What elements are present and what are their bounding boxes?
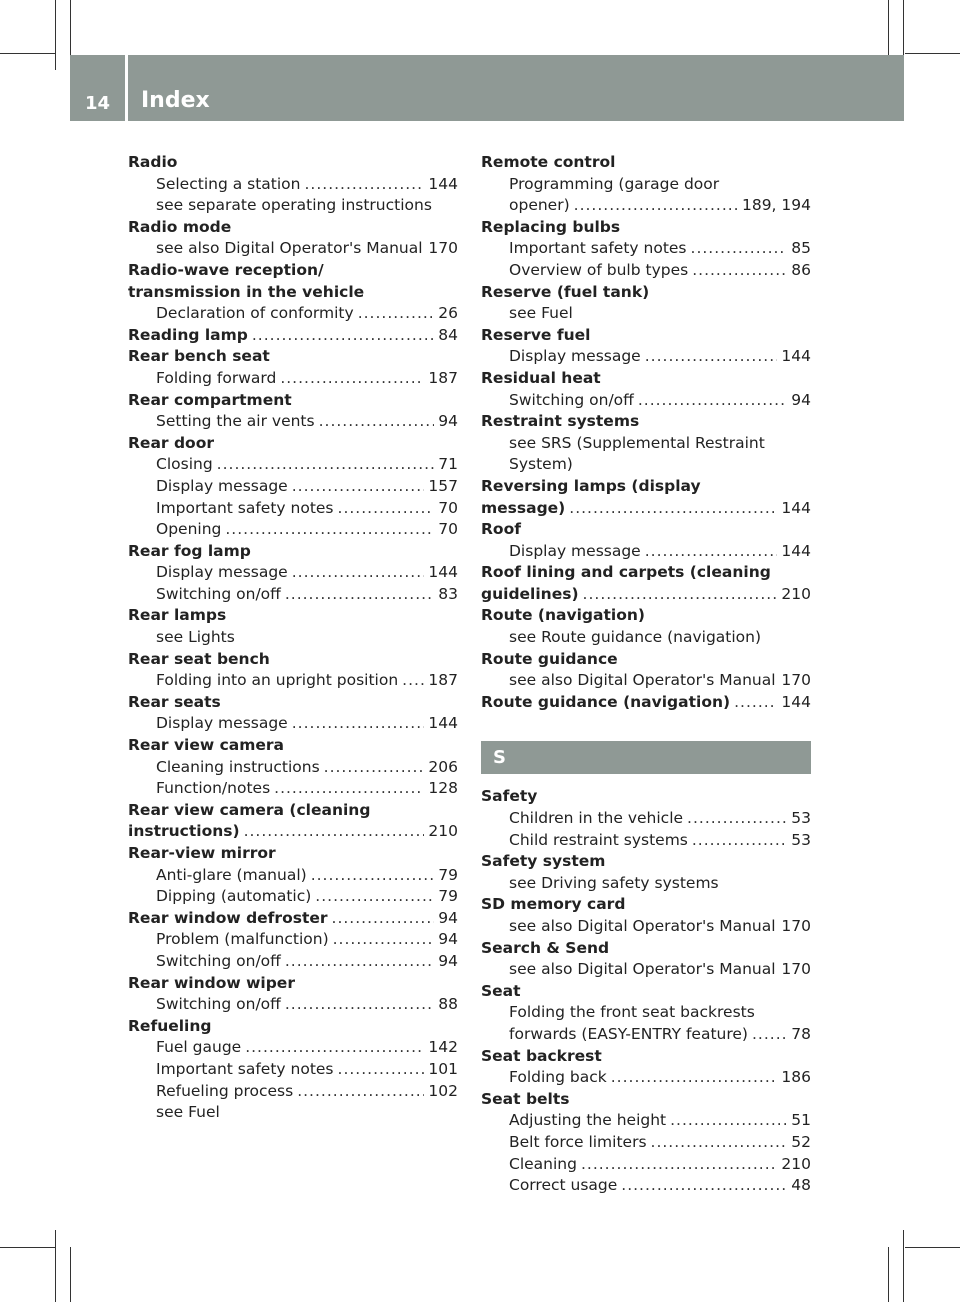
index-subentry [128,1059,458,1081]
page-ref: 88 [438,995,458,1014]
page-ref: 94 [438,930,458,949]
leader-dots [687,808,787,830]
index-subentry [481,541,811,563]
leader-dots [315,886,434,908]
page-number: 14 [85,93,111,114]
leader-dots [638,390,787,412]
subentry-text: Folding the front seat backrests [509,1003,755,1022]
subentry-text: Switching on/off [156,951,281,970]
subentry-text: forwards (EASY-ENTRY feature) [509,1024,748,1043]
index-heading: Rear-view mirror [128,844,276,862]
index-subentry [481,1067,811,1089]
page-ref: 52 [791,1132,811,1151]
page-ref: 170 [428,239,458,258]
subentry-text: Children in the vehicle [509,809,684,828]
crop-mark [55,1230,56,1302]
index-heading: guidelines) [481,584,579,603]
index-column-left [128,152,458,1124]
subentry-text: Display message [156,714,288,733]
index-subentry [128,584,458,606]
page-ref: 53 [791,830,811,849]
subentry-text: see SRS (Supplemental Restraint [509,433,765,452]
leader-dots [225,519,434,541]
leader-dots [217,454,435,476]
page-ref: 70 [438,520,458,539]
index-heading: Route guidance [481,649,618,668]
leader-dots [280,368,424,390]
index-entry [481,152,811,217]
index-subentry [481,390,811,412]
index-entry [481,584,811,606]
subentry-text: Selecting a station [156,174,301,193]
index-heading: Rear door [128,433,214,452]
leader-dots [645,346,778,368]
leader-dots [297,1081,424,1103]
index-heading: Remote control [481,153,616,171]
subentry-text: see Fuel [509,304,573,323]
leader-dots [338,498,435,520]
subentry-text: Switching on/off [156,995,281,1014]
subentry-text: opener) [509,196,570,215]
page-ref: 84 [438,325,458,344]
page-ref: 187 [428,368,458,387]
subentry-text: Switching on/off [156,584,281,603]
page-ref: 53 [791,809,811,828]
leader-dots [285,951,434,973]
index-subentry [128,174,458,196]
index-subentry [128,886,458,908]
index-entry [481,519,811,562]
page-ref: 144 [781,541,811,560]
index-heading: Reserve (fuel tank) [481,282,650,301]
crop-mark [70,0,71,55]
crop-mark [905,1247,960,1248]
index-heading: Seat [481,981,521,1000]
leader-dots [651,1132,788,1154]
index-subentry [128,670,458,692]
index-subentry [481,1024,811,1046]
index-entry [128,649,458,692]
index-subentry [128,757,458,779]
subentry-text: Declaration of conformity [156,304,354,323]
index-subentry [481,260,811,282]
page-title: Index [141,88,210,113]
index-subentry [128,929,458,951]
subentry-text: Overview of bulb types [509,260,689,279]
subentry-text: see separate operating instructions [156,196,432,215]
index-heading: SD memory card [481,895,626,914]
index-entry [128,217,458,260]
subentry-text: see also Digital Operator's Manual [509,917,776,935]
subentry-text: Cleaning instructions [156,757,320,776]
crop-mark [903,1230,904,1302]
page-ref: 86 [791,260,811,279]
index-heading: transmission in the vehicle [128,282,365,301]
index-heading: Roof lining and carpets (cleaning [481,563,771,582]
index-subentry [481,1132,811,1154]
leader-dots [569,498,777,520]
subentry-text: Correct usage [509,1176,618,1195]
crop-mark [0,53,55,54]
page-ref: 94 [438,951,458,970]
index-heading: message) [481,498,566,517]
page-ref: 79 [438,865,458,884]
index-subentry [481,873,811,895]
index-entry [128,325,458,347]
index-entry [128,1016,458,1124]
index-subentry [128,865,458,887]
index-subentry [481,433,811,455]
index-heading-row [481,498,811,520]
page-ref: 210 [781,584,811,603]
subentry-text: Fuel gauge [156,1038,242,1057]
subentry-text: Programming (garage door [509,174,720,193]
index-heading: instructions) [128,822,240,841]
page-ref: 142 [428,1038,458,1057]
index-entry [481,692,811,714]
index-entry [128,692,458,735]
page-ref: 102 [428,1081,458,1100]
index-entry [128,433,458,541]
page-ref: 144 [781,692,811,711]
index-heading: Reserve fuel [481,325,591,344]
index-heading: Seat backrest [481,1046,602,1065]
subentry-text: Adjusting the height [509,1111,667,1130]
leader-dots [304,174,424,196]
subentry-text: Display message [156,563,288,582]
index-heading: Rear window defroster [128,908,328,927]
page-ref: 79 [438,887,458,906]
index-heading: Rear lamps [128,606,227,625]
leader-dots [292,713,425,735]
index-entry [481,649,811,692]
index-heading-row [481,692,811,714]
index-column-right [481,152,811,1197]
header-bar-main [128,55,904,121]
index-subentry [128,1037,458,1059]
page-ref: 51 [791,1111,811,1130]
index-entry [481,325,811,368]
index-subentry [481,830,811,852]
subentry-text: see Fuel [156,1103,220,1122]
page-ref: 170 [781,671,811,690]
index-subentry [481,303,811,325]
leader-dots [583,584,778,606]
index-entry [128,800,458,822]
index-entry [481,1089,811,1197]
index-heading: Seat belts [481,1089,570,1108]
page-ref: 83 [438,584,458,603]
subentry-text: see also Digital Operator's Manual [509,960,776,979]
index-heading: Reading lamp [128,325,248,344]
subentry-text: Important safety notes [156,498,334,517]
index-heading: Route guidance (navigation) [481,692,731,711]
subentry-text: Anti-glare (manual) [156,865,307,884]
page-ref: 210 [781,1154,811,1173]
index-entry [481,498,811,520]
subentry-text: Important safety notes [509,239,687,258]
leader-dots [691,238,788,260]
leader-dots [734,692,777,714]
index-heading: Roof [481,520,521,539]
index-subentry [481,1002,811,1024]
subentry-text: Opening [156,520,222,539]
index-entry [128,908,458,973]
crop-mark [888,0,889,55]
crop-mark [888,1247,889,1302]
index-subentry [481,959,811,981]
subentry-text: Folding into an upright position [156,671,399,690]
page-ref: 157 [428,476,458,495]
leader-dots [752,1024,787,1046]
index-subentry [128,778,458,800]
index-entry [128,821,458,843]
leader-dots [692,830,787,852]
leader-dots [333,929,435,951]
index-subentry [128,238,458,260]
page-ref: 144 [781,347,811,366]
subentry-text: Switching on/off [509,390,634,409]
leader-dots [338,1059,425,1081]
page-ref: 144 [428,714,458,733]
index-entry [481,411,811,476]
index-entry [481,217,811,282]
page-ref: 48 [791,1176,811,1195]
index-heading: Rear bench seat [128,347,270,366]
leader-dots [244,821,425,843]
leader-dots [692,260,787,282]
index-heading: Radio [128,153,178,171]
subentry-text: Problem (malfunction) [156,930,329,949]
index-subentry [128,498,458,520]
index-subentry [128,195,458,217]
index-subentry [128,951,458,973]
index-heading: Route (navigation) [481,606,645,625]
subentry-text: Refueling process [156,1081,294,1100]
index-entry [481,938,811,981]
crop-mark [0,1247,55,1248]
subentry-text: System) [509,455,573,474]
page-ref: 170 [781,917,811,935]
index-entry [481,1046,811,1089]
index-entry [481,851,811,894]
index-subentry [481,195,811,217]
index-subentry [481,808,811,830]
leader-dots [574,195,738,217]
subentry-text: see also Digital Operator's Manual [156,239,423,258]
subentry-text: see also Digital Operator's Manual [509,671,776,690]
subentry-text: Setting the air vents [156,412,315,431]
page-ref: 70 [438,498,458,517]
index-subentry [128,562,458,584]
index-heading-row [128,325,458,347]
index-heading: Rear compartment [128,390,292,409]
page-ref: 85 [791,239,811,258]
subentry-text: see Lights [156,628,235,647]
leader-dots [285,994,434,1016]
index-subentry [481,1110,811,1132]
page-ref: 94 [438,908,458,927]
subentry-text: see Driving safety systems [509,873,719,892]
leader-dots [245,1037,424,1059]
subentry-text: Display message [509,347,641,366]
page-ref: 144 [781,498,811,517]
page-ref: 128 [428,779,458,798]
index-entry [128,390,458,433]
leader-dots [358,303,435,325]
subentry-text: see Route guidance (navigation) [509,628,762,647]
page-ref: 187 [428,671,458,690]
index-subentry [128,713,458,735]
index-heading-row [128,821,458,843]
index-subentry [481,1154,811,1176]
page-ref: 101 [428,1059,458,1078]
index-entry [128,152,458,217]
leader-dots [581,1154,777,1176]
index-heading: Residual heat [481,368,601,387]
leader-dots [292,476,425,498]
index-heading: Rear seat bench [128,649,270,668]
index-subentry [481,454,811,476]
index-entry [128,605,458,648]
page-ref: 144 [428,174,458,193]
page-ref: 170 [781,960,811,979]
index-subentry [481,346,811,368]
subentry-text: Belt force limiters [509,1132,647,1151]
page-ref: 26 [438,304,458,323]
index-heading: Rear seats [128,692,221,711]
index-entry [481,786,811,851]
crop-mark [55,0,56,70]
index-subentry [128,303,458,325]
index-heading: Restraint systems [481,412,640,431]
index-subentry [128,1102,458,1124]
index-heading: Safety [481,787,538,806]
index-entry [481,605,811,648]
leader-dots [274,778,424,800]
index-heading: Safety system [481,852,606,871]
index-heading-row [481,584,811,606]
index-subentry [128,1081,458,1103]
index-heading: Rear window wiper [128,973,295,992]
index-entry [481,282,811,325]
index-entry [481,562,811,584]
leader-dots [402,670,424,692]
subentry-text: Cleaning [509,1154,577,1173]
page-ref: 71 [438,455,458,474]
index-heading-row [128,908,458,930]
subentry-text: Display message [156,476,288,495]
index-subentry [128,368,458,390]
index-heading: Search & Send [481,938,610,957]
leader-dots [319,411,435,433]
page-ref: 78 [791,1024,811,1043]
index-entry [481,981,811,1046]
subentry-text: Important safety notes [156,1059,334,1078]
leader-dots [611,1067,778,1089]
index-subentry [481,174,811,196]
index-heading: Rear view camera [128,736,285,755]
index-subentry [481,916,811,938]
leader-dots [645,541,778,563]
index-subentry [128,411,458,433]
page-ref: 186 [781,1068,811,1087]
index-entry [128,541,458,606]
index-subentry [128,454,458,476]
index-entry [128,260,458,282]
index-entry [481,894,811,937]
index-heading: Replacing bulbs [481,217,621,236]
index-entry [128,282,458,325]
leader-dots [252,325,434,347]
index-entry [128,843,458,908]
subentry-text: Function/notes [156,779,271,798]
leader-dots [292,562,425,584]
index-heading: Rear view camera (cleaning [128,800,371,819]
subentry-text: Closing [156,455,213,474]
index-subentry [128,476,458,498]
index-subentry [481,627,811,649]
index-subentry [128,627,458,649]
index-subentry [481,238,811,260]
index-entry [128,346,458,389]
subentry-text: Folding back [509,1068,607,1087]
index-heading: Reversing lamps (display [481,476,701,495]
index-entry [481,476,811,498]
section-header-s: S [481,741,811,774]
page-ref: 144 [428,563,458,582]
page-ref: 210 [428,822,458,841]
leader-dots [311,865,435,887]
subentry-text: Child restraint systems [509,830,688,849]
leader-dots [621,1175,787,1197]
subentry-text: Display message [509,541,641,560]
index-heading: Radio mode [128,217,232,236]
subentry-text: Folding forward [156,368,277,387]
index-heading: Refueling [128,1016,212,1035]
crop-mark [70,1247,71,1302]
index-subentry [128,994,458,1016]
page-ref: 94 [438,412,458,431]
index-subentry [128,519,458,541]
leader-dots [670,1110,787,1132]
page-ref: 189, 194 [741,196,811,215]
leader-dots [332,908,435,930]
subentry-text: Dipping (automatic) [156,887,312,906]
index-entry [128,735,458,800]
index-subentry [481,1175,811,1197]
leader-dots [324,757,425,779]
crop-mark [905,53,960,54]
leader-dots [285,584,434,606]
index-heading: Rear fog lamp [128,541,251,560]
index-subentry [481,670,811,692]
index-entry [128,973,458,1016]
index-heading: Radio-wave reception/ [128,260,324,279]
page-ref: 94 [791,390,811,409]
index-entry [481,368,811,411]
page-ref: 206 [428,757,458,776]
